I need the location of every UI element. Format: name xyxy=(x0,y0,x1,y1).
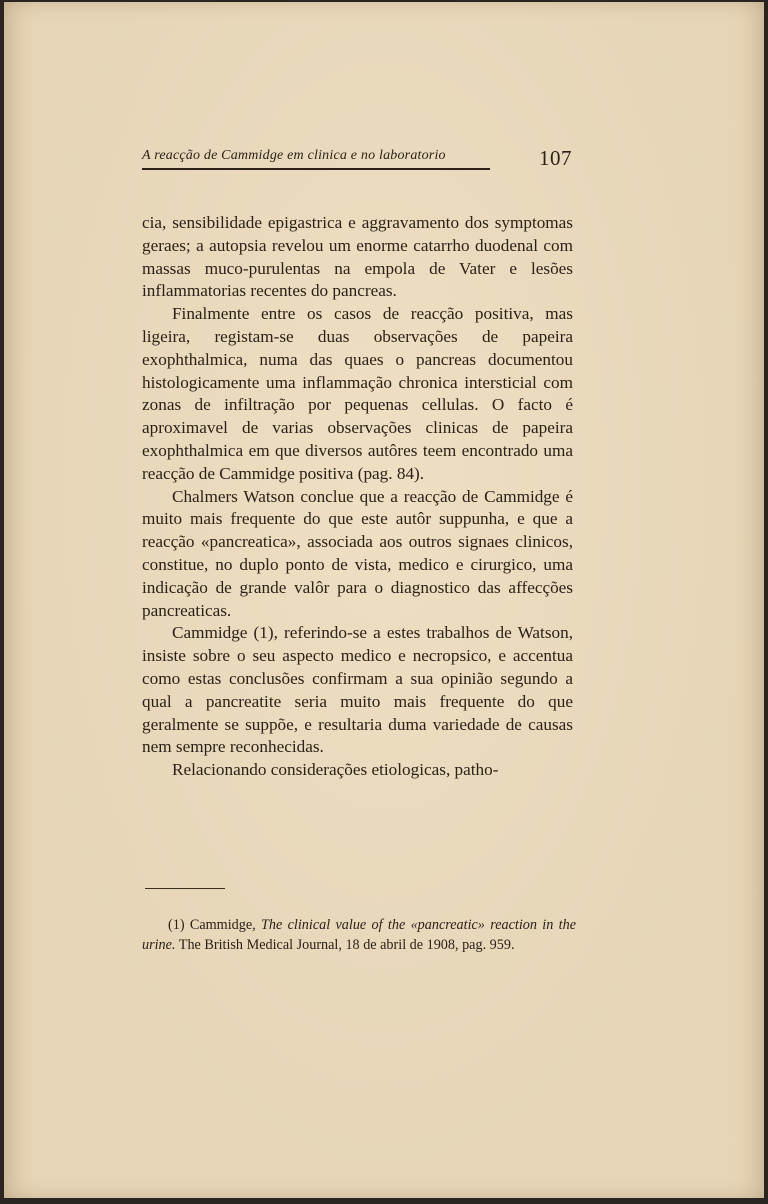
book-page xyxy=(4,2,764,1198)
paragraph: Relacionando considerações etiologicas, patho- xyxy=(172,760,499,780)
footnote-marker: (1) xyxy=(168,917,185,933)
footnote xyxy=(142,916,576,955)
footnote-rule xyxy=(145,888,225,889)
paragraph: Cammidge (1), referindo-se a estes trabalhos de Watson, insiste sobre o seu aspecto medico e necropsico, e accentua como estas conclusões confirmam a sua opinião segundo a qual a pancreatite seria muito mais frequente do que geralmente se suppõe, e resultaria duma variedade de causas nem sempre reconhecidas. xyxy=(142,623,573,757)
page-header xyxy=(142,148,578,174)
running-head: A reacção de Cammidge em clinica e no laboratorio xyxy=(142,148,446,163)
header-rule xyxy=(142,168,490,170)
footnote-title: The clinical value of the «pancreatic» reaction in the urine. xyxy=(142,917,577,953)
paragraph: cia, sensibilidade epigastrica e aggravamento dos symptomas geraes; a autopsia revelou um enorme catarrho duodenal com massas muco-purulentas na empola de Vater e lesões inflammatorias recentes do pancreas. xyxy=(142,213,573,301)
paragraph: Chalmers Watson conclue que a reacção de Cammidge é muito mais frequente do que este autôr suppunha, e que a reacção «pancreatica», associada aos outros signaes clinicos, constitue, no duplo ponto de vista, medico e cirurgico, uma indicação de grande valôr para o diagnostico das affecções pancreaticas. xyxy=(142,486,573,620)
paragraph: Finalmente entre os casos de reacção positiva, mas ligeira, registam-se duas observações de papeira exophthalmica, numa das quaes o pancreas documentou histologicamente uma inflammação chronica intersticial com zonas de infiltração por pequenas cellulas. O facto é aproximavel de varias observações clinicas de papeira exophthalmica em que diversos autôres teem encontrado uma reacção de Cammidge positiva (pag. 84). xyxy=(142,304,573,483)
body-text xyxy=(142,212,573,782)
footnote-source: The British Medical Journal, 18 de abril de 1908, pag. 959. xyxy=(178,936,515,953)
footnote-author: Cammidge, xyxy=(189,917,256,933)
page-number: 107 xyxy=(539,146,572,170)
